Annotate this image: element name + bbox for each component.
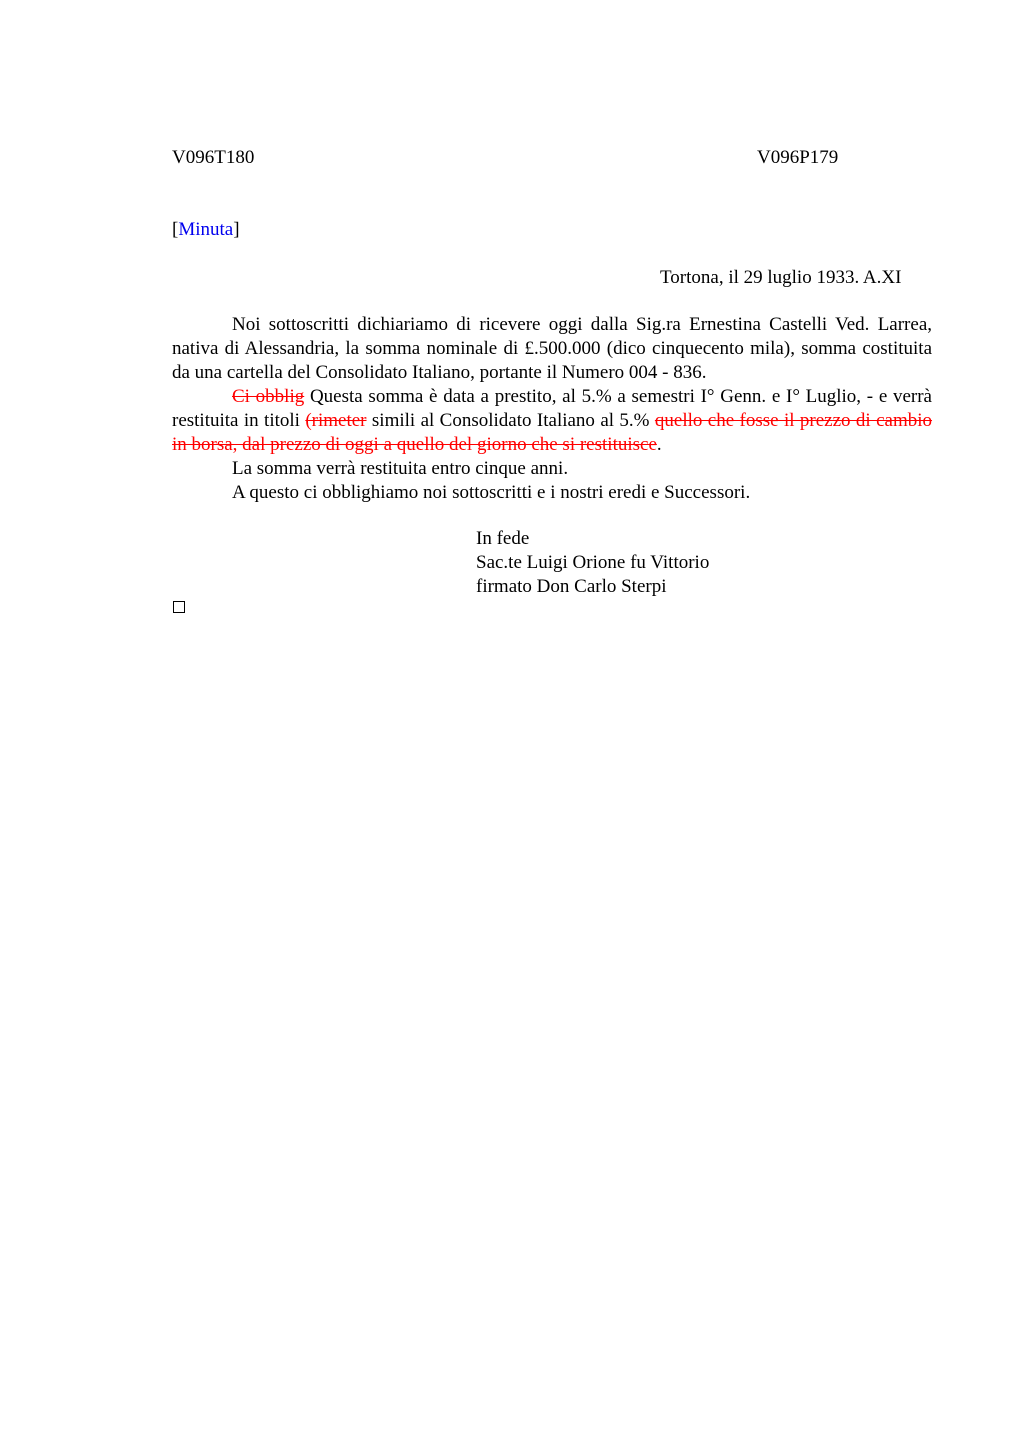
paragraph-1: Noi sottoscritti dichiariamo di ricevere oggi dalla Sig.ra Ernestina Castelli Ved. Larrea, nativa di Alessandria, la somma nominale di £.500.000 (dico cinquecento mila), somma costituita da una cartella del Consolidato Italiano, portante il Numero 004 - 836. [172,314,932,383]
paragraph-3: La somma verrà restituita entro cinque anni. [232,458,569,479]
letter-body [172,313,932,505]
document-ref-right: V096P179 [757,147,839,168]
minuta-open-bracket: [ [172,219,179,240]
empty-square-icon [173,601,185,613]
document-ref-left: V096T180 [172,147,255,168]
date-line: Tortona, il 29 luglio 1933. A.XI [660,267,902,288]
closing-line-1: In fede [476,528,530,549]
closing-line-2: Sac.te Luigi Orione fu Vittorio [476,552,710,573]
deletion-1: Ci obblig [232,386,305,407]
deletion-2: (rimeter [305,410,367,431]
closing-line-3: firmato Don Carlo Sterpi [476,576,667,597]
paragraph-4: A questo ci obblighiamo noi sottoscritti e i nostri eredi e Successori. [232,482,751,503]
signature-block [476,527,709,599]
paragraph-2-text-3: . [656,434,662,455]
paragraph-2-text-2: simili al Consolidato Italiano al 5.% [366,410,655,431]
paragraph-2 [172,385,932,457]
deletion-3: quello che fosse il prezzo di cambio in borsa, dal prezzo di oggi a quello del giorno che si restituisce [172,410,933,455]
minuta-label [172,218,240,242]
paragraph-2-text-1: Questa somma è data a prestito, al 5.% a semestri I° Genn. e I° Luglio, - e verrà restituita in titoli [172,386,932,431]
minuta-close-bracket: ] [233,219,240,240]
minuta-link[interactable]: Minuta [178,219,234,240]
